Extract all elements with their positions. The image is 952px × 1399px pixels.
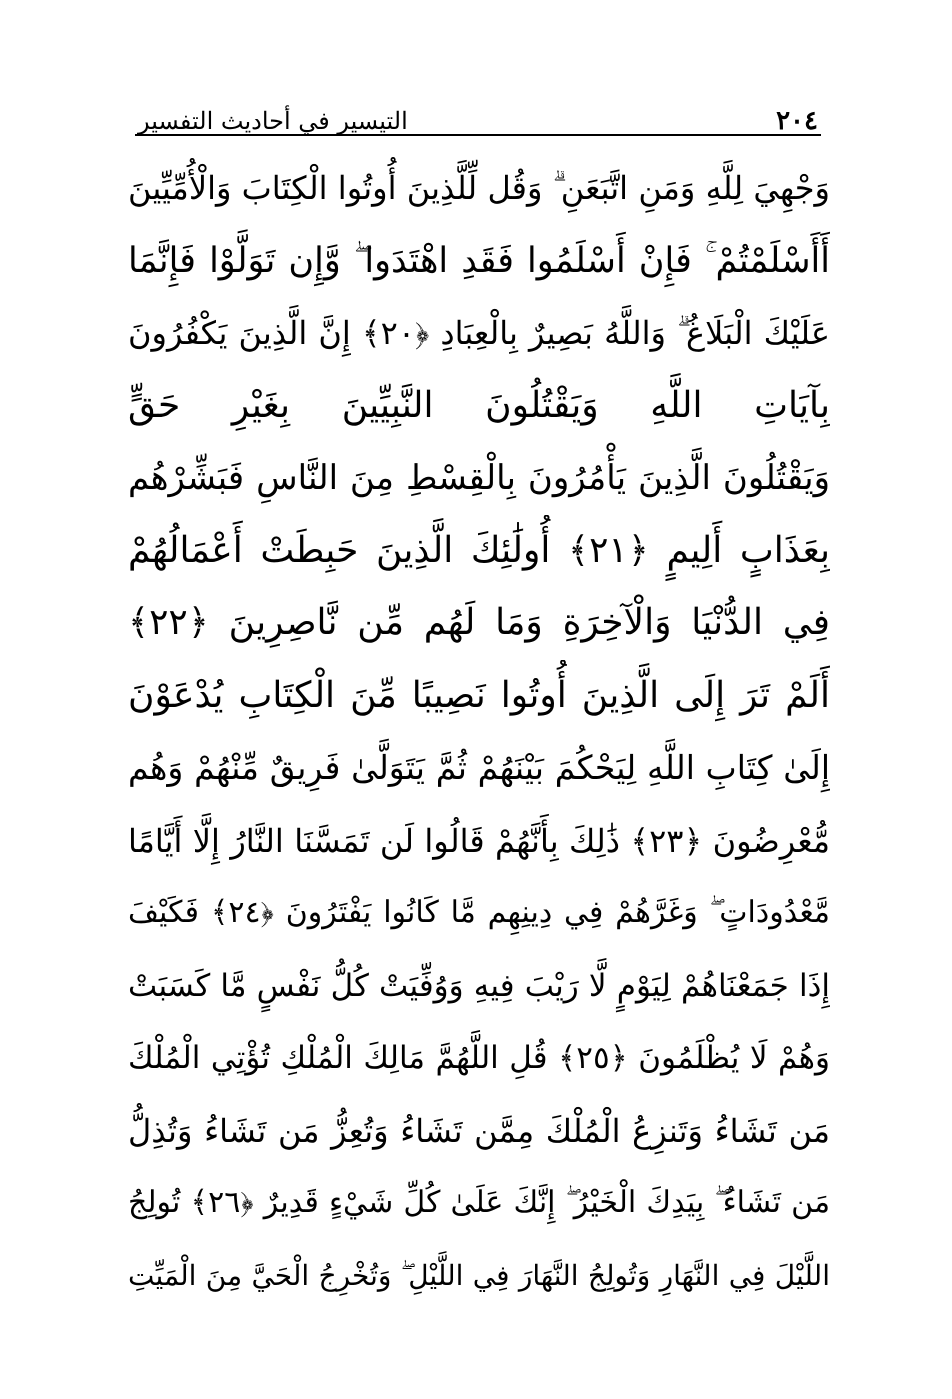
verse-line: إِذَا جَمَعْنَاهُمْ لِيَوْمٍ لَّا رَيْبَ فِيهِ وَوُفِّيَتْ كُلُّ نَفْسٍ مَّا كَسَبَتْ (128, 967, 830, 1004)
verse-line: مَّعْدُودَاتٍ ۖ وَغَرَّهُمْ فِي دِينِهِم مَّا كَانُوا يَفْتَرُونَ ﴿٢٤﴾ فَكَيْفَ (128, 895, 830, 930)
verse-line: إِلَىٰ كِتَابِ اللَّهِ لِيَحْكُمَ بَيْنَهُمْ ثُمَّ يَتَوَلَّىٰ فَرِيقٌ مِّنْهُمْ وَهُم (128, 748, 830, 787)
verse-line: اللَّيْلَ فِي النَّهَارِ وَتُولِجُ النَّهَارَ فِي اللَّيْلِ ۖ وَتُخْرِجُ الْحَيَّ مِنَ الْمَيِّتِ (128, 1258, 830, 1292)
verse-line: وَيَقْتُلُونَ الَّذِينَ يَأْمُرُونَ بِالْقِسْطِ مِنَ النَّاسِ فَبَشِّرْهُم (128, 458, 830, 498)
verse-line: أَأَسْلَمْتُمْ ۚ فَإِنْ أَسْلَمُوا فَقَدِ اهْتَدَوا ۖ وَّإِن تَوَلَّوْا فَإِنَّمَا (128, 240, 830, 281)
header-rule (135, 134, 821, 136)
running-title: التيسير في أحاديث التفسير (138, 107, 408, 135)
verse-line: وَجْهِيَ لِلَّهِ وَمَنِ اتَّبَعَنِ ۗ وَقُل لِّلَّذِينَ أُوتُوا الْكِتَابَ وَالْأُمِّيِّينَ (128, 169, 830, 207)
page-number: ٢٠٤ (776, 106, 818, 136)
verse-line: وَهُمْ لَا يُظْلَمُونَ ﴿٢٥﴾ قُلِ اللَّهُمَّ مَالِكَ الْمُلْكِ تُؤْتِي الْمُلْكَ (128, 1040, 830, 1076)
verse-line: مَن تَشَاءُ وَتَنزِعُ الْمُلْكَ مِمَّن تَشَاءُ وَتُعِزُّ مَن تَشَاءُ وَتُذِلُّ (128, 1111, 830, 1150)
verse-line: عَلَيْكَ الْبَلَاغُ ۗ وَاللَّهُ بَصِيرٌ بِالْعِبَادِ ﴿٢٠﴾ إِنَّ الَّذِينَ يَكْفُرُونَ (128, 314, 830, 352)
verse-line: بِآيَاتِ اللَّهِ وَيَقْتُلُونَ النَّبِيِّينَ بِغَيْرِ حَقٍّ (128, 384, 830, 426)
verse-line: مُّعْرِضُونَ ﴿٢٣﴾ ذَٰلِكَ بِأَنَّهُمْ قَالُوا لَن تَمَسَّنَا النَّارُ إِلَّا أَيَّامًا (128, 821, 830, 860)
quran-text-block (128, 152, 830, 1312)
page-header (138, 92, 818, 138)
verse-line: أَلَمْ تَرَ إِلَى الَّذِينَ أُوتُوا نَصِيبًا مِّنَ الْكِتَابِ يُدْعَوْنَ (128, 674, 830, 716)
verse-line: فِي الدُّنْيَا وَالْآخِرَةِ وَمَا لَهُم مِّن نَّاصِرِينَ ﴿٢٢﴾ (128, 602, 830, 643)
verse-line: بِعَذَابٍ أَلِيمٍ ﴿٢١﴾ أُولَٰئِكَ الَّذِينَ حَبِطَتْ أَعْمَالُهُمْ (128, 529, 830, 571)
verse-line: مَن تَشَاءُ ۖ بِيَدِكَ الْخَيْرُ ۖ إِنَّكَ عَلَىٰ كُلِّ شَيْءٍ قَدِيرٌ ﴿٢٦﴾ تُولِجُ (128, 1185, 830, 1220)
